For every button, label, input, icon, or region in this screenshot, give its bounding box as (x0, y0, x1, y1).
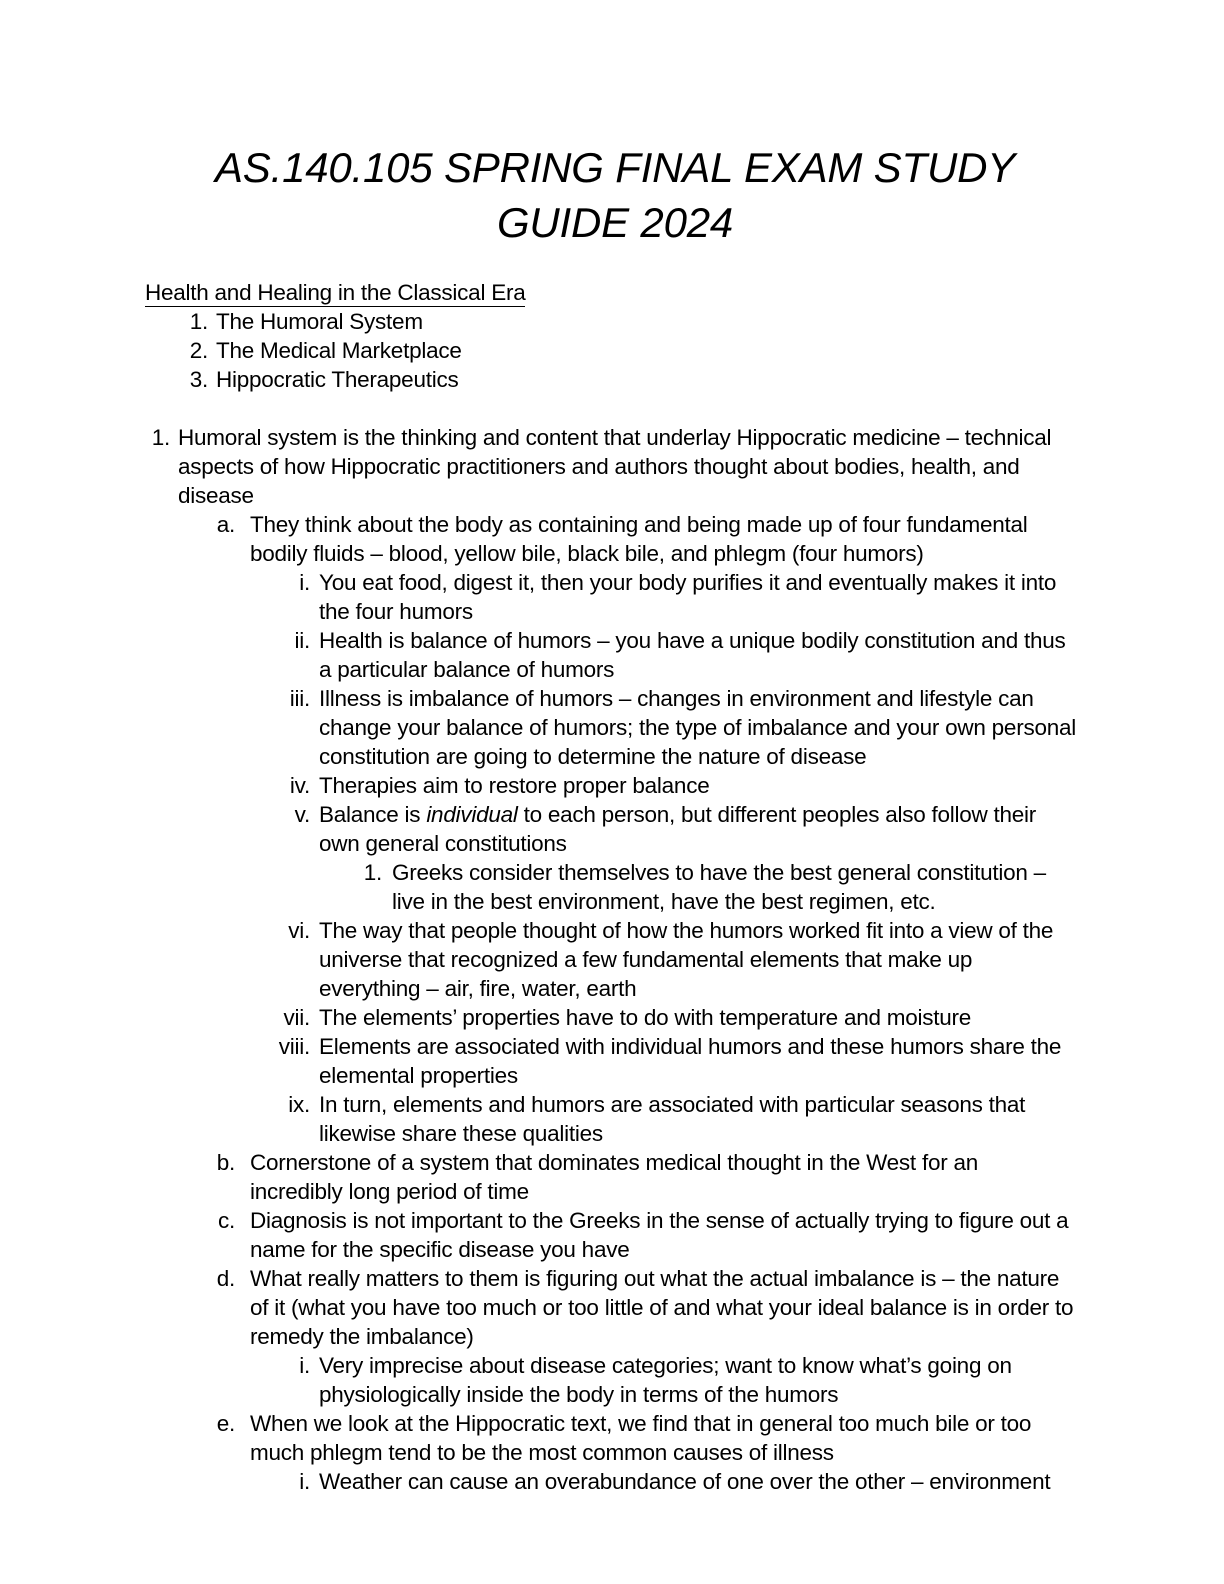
list-marker: i. (299, 1353, 310, 1378)
list-marker: 1. (151, 425, 170, 450)
list-text: Diagnosis is not important to the Greeks in the sense of actually trying to figure out a name for the specific disease you have (250, 1208, 1069, 1262)
list-text: Illness is imbalance of humors – changes in environment and lifestyle can change your balance of humors; the type of imbalance and your own personal constitution are going to determine the nature of disease (319, 686, 1076, 769)
outline-item-a-viii (0, 1032, 1224, 1090)
list-marker: 1. (189, 309, 208, 334)
outline-item-a-ix (0, 1090, 1224, 1148)
list-text: Humoral system is the thinking and content that underlay Hippocratic medicine – technical aspects of how Hippocratic practitioners and authors thought about bodies, health, and disease (178, 425, 1052, 508)
list-text: In turn, elements and humors are associated with particular seasons that likewise share these qualities (319, 1092, 1026, 1146)
list-marker: e. (216, 1411, 235, 1436)
outline-item-d (0, 1264, 1224, 1351)
list-marker: ix. (288, 1092, 310, 1117)
list-item-topic-1 (0, 307, 1224, 336)
list-text: When we look at the Hippocratic text, we find that in general too much bile or too much phlegm tend to be the most common causes of illness (250, 1411, 1032, 1465)
list-marker: i. (299, 570, 310, 595)
list-text: Cornerstone of a system that dominates medical thought in the West for an incredibly long period of time (250, 1150, 978, 1204)
list-marker: a. (216, 512, 235, 537)
list-marker: iii. (289, 686, 310, 711)
outline-item-d-i (0, 1351, 1224, 1409)
list-text (319, 800, 1076, 858)
list-text: The Humoral System (216, 309, 423, 334)
outline-item-a-v-1 (0, 858, 1224, 916)
page-title: AS.140.105 SPRING FINAL EXAM STUDY GUIDE 2024 (214, 144, 1016, 247)
list-text: Weather can cause an overabundance of one over the other – environment (319, 1469, 1051, 1494)
outline-item-a-vii (0, 1003, 1224, 1032)
list-text: What really matters to them is figuring out what the actual imbalance is – the nature of it (what you have too much or too little of and what your ideal balance is in order to remedy the imbalance) (250, 1266, 1074, 1349)
list-text: Elements are associated with individual humors and these humors share the elemental properties (319, 1034, 1062, 1088)
emphasized-word: individual (426, 802, 518, 827)
list-marker: 1. (363, 860, 382, 885)
outline-item-a (0, 510, 1224, 568)
outline-item-c (0, 1206, 1224, 1264)
list-marker: c. (217, 1208, 235, 1233)
list-text: Health is balance of humors – you have a unique bodily constitution and thus a particular balance of humors (319, 628, 1066, 682)
section-heading-text: Health and Healing in the Classical Era (145, 280, 526, 305)
outline-item-a-iv (0, 771, 1224, 800)
list-marker: i. (299, 1469, 310, 1494)
list-text: The Medical Marketplace (216, 338, 462, 363)
list-text-part-after: to each person, but different peoples also follow their own general constitutions (319, 802, 1037, 856)
list-text: The way that people thought of how the humors worked fit into a view of the universe that recognized a few fundamental elements that make up everything – air, fire, water, earth (319, 918, 1054, 1001)
outline-item-a-v (0, 800, 1224, 858)
list-marker: vii. (283, 1005, 310, 1030)
list-text: You eat food, digest it, then your body purifies it and eventually makes it into the four humors (319, 570, 1057, 624)
document-body (0, 278, 1224, 1496)
list-marker: viii. (278, 1034, 310, 1059)
list-text-part-before: Balance is (319, 802, 427, 827)
list-text: Very imprecise about disease categories; want to know what’s going on physiologically inside the body in terms of the humors (319, 1353, 1012, 1407)
list-text: Therapies aim to restore proper balance (319, 773, 710, 798)
section-heading (145, 278, 525, 307)
list-marker: b. (216, 1150, 235, 1175)
list-marker: 2. (189, 338, 208, 363)
list-marker: v. (294, 802, 310, 827)
outline-item-b (0, 1148, 1224, 1206)
outline-item-1 (0, 423, 1224, 510)
list-marker: 3. (189, 367, 208, 392)
list-marker: ii. (294, 628, 310, 653)
blank-line (0, 394, 1224, 423)
list-item-topic-3 (0, 365, 1224, 394)
section-heading-wrapper (0, 278, 1224, 307)
list-marker: d. (216, 1266, 235, 1291)
outline-item-a-i (0, 568, 1224, 626)
outline-item-a-iii (0, 684, 1224, 771)
outline-item-e-i (0, 1467, 1224, 1496)
list-text: Greeks consider themselves to have the best general constitution – live in the best environment, have the best regimen, etc. (392, 860, 1046, 914)
list-text: The elements’ properties have to do with temperature and moisture (319, 1005, 972, 1030)
outline-item-a-ii (0, 626, 1224, 684)
list-text: Hippocratic Therapeutics (216, 367, 459, 392)
outline-item-e (0, 1409, 1224, 1467)
list-marker: iv. (289, 773, 310, 798)
list-text: They think about the body as containing and being made up of four fundamental bodily fluids – blood, yellow bile, black bile, and phlegm (four humors) (250, 512, 1028, 566)
list-marker: vi. (288, 918, 310, 943)
list-item-topic-2 (0, 336, 1224, 365)
outline-item-a-vi (0, 916, 1224, 1003)
